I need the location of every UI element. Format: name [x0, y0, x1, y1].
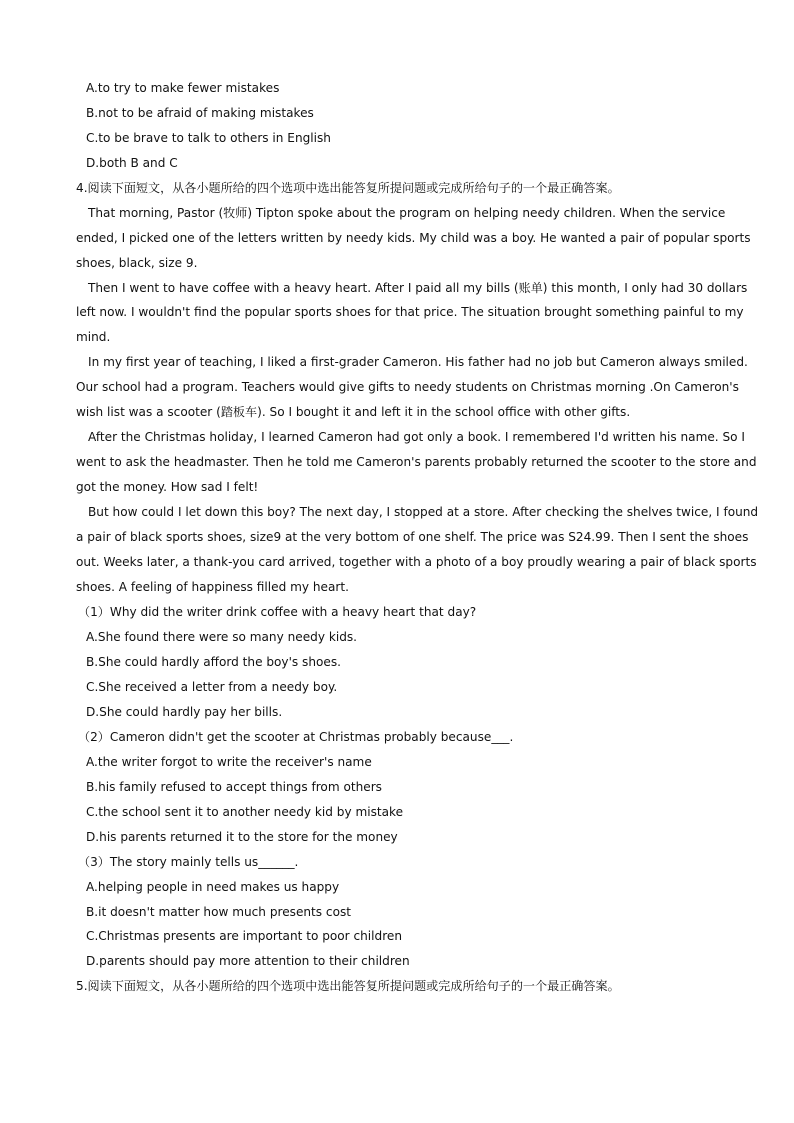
question-3-option-c: C.Christmas presents are important to poor children [86, 929, 403, 943]
option-a: A.to try to make fewer mistakes [86, 81, 280, 95]
passage-line: That morning, Pastor (牧师) Tipton spoke about the program on helping needy children. When the service [88, 206, 726, 220]
passage-line: ended, I picked one of the letters written by needy kids. My child was a boy. He wanted a pair of popular sports [76, 231, 751, 245]
passage-line: shoes. A feeling of happiness filled my heart. [76, 580, 349, 594]
passage-line: went to ask the headmaster. Then he told me Cameron's parents probably returned the scooter to the store and [76, 455, 757, 469]
section-4-instruction: 4.阅读下面短文，从各小题所给的四个选项中选出能答复所提问题或完成所给句子的一个最正确答案。 [76, 181, 620, 195]
passage-line: mind. [76, 330, 111, 344]
passage-line: After the Christmas holiday, I learned Cameron had got only a book. I remembered I'd written his name. So I [88, 430, 745, 444]
passage-line: got the money. How sad I felt! [76, 480, 259, 494]
question-1-option-c: C.She received a letter from a needy boy. [86, 680, 338, 694]
question-2-option-c: C.the school sent it to another needy kid by mistake [86, 805, 404, 819]
passage-line: a pair of black sports shoes, size9 at the very bottom of one shelf. The price was S24.99. Then I sent the shoes [76, 530, 749, 544]
question-3-stem: （3）The story mainly tells us______. [78, 855, 299, 869]
passage-line: Then I went to have coffee with a heavy heart. After I paid all my bills (账单) this month, I only had 30 dollars [88, 281, 748, 295]
option-c: C.to be brave to talk to others in English [86, 131, 331, 145]
question-1-option-b: B.She could hardly afford the boy's shoes. [86, 655, 342, 669]
question-2-option-d: D.his parents returned it to the store for the money [86, 830, 398, 844]
passage-line: In my first year of teaching, I liked a first-grader Cameron. His father had no job but Cameron always smiled. [88, 355, 748, 369]
passage-line: Our school had a program. Teachers would give gifts to needy students on Christmas morning .On Cameron's [76, 380, 739, 394]
question-1-option-a: A.She found there were so many needy kids. [86, 630, 358, 644]
question-3-option-a: A.helping people in need makes us happy [86, 880, 340, 894]
passage-line: shoes, black, size 9. [76, 256, 198, 270]
option-d: D.both B and C [86, 156, 178, 170]
passage-line: But how could I let down this boy? The next day, I stopped at a store. After checking the shelves twice, I found [88, 505, 759, 519]
question-1-stem: （1）Why did the writer drink coffee with a heavy heart that day? [78, 605, 477, 619]
question-1-option-d: D.She could hardly pay her bills. [86, 705, 283, 719]
section-5-instruction: 5.阅读下面短文，从各小题所给的四个选项中选出能答复所提问题或完成所给句子的一个最正确答案。 [76, 979, 620, 993]
passage-line: out. Weeks later, a thank-you card arrived, together with a photo of a boy proudly wearing a pair of black sports [76, 555, 757, 569]
question-3-option-b: B.it doesn't matter how much presents cost [86, 905, 352, 919]
question-2-option-a: A.the writer forgot to write the receiver's name [86, 755, 372, 769]
question-2-option-b: B.his family refused to accept things from others [86, 780, 382, 794]
question-2-stem: （2）Cameron didn't get the scooter at Christmas probably because___. [78, 730, 514, 744]
passage-line: left now. I wouldn't find the popular sports shoes for that price. The situation brought something painful to my [76, 305, 744, 319]
option-b: B.not to be afraid of making mistakes [86, 106, 314, 120]
passage-line: wish list was a scooter (踏板车). So I bought it and left it in the school office with other gifts. [76, 405, 631, 419]
question-3-option-d: D.parents should pay more attention to their children [86, 954, 410, 968]
